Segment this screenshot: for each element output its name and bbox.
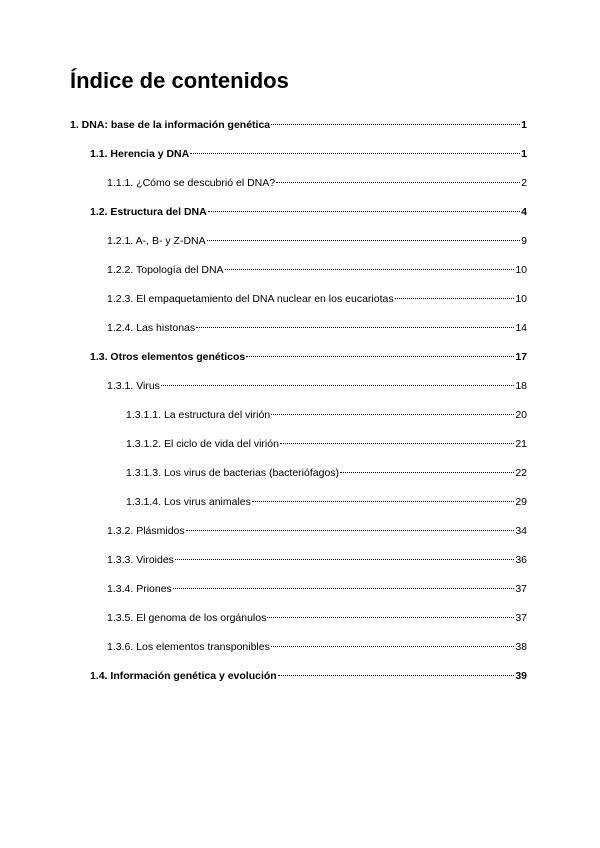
dot-leader	[271, 414, 514, 415]
dot-leader	[161, 385, 514, 386]
toc-entry-page-number: 4	[521, 206, 527, 218]
toc-entry-page-number: 17	[515, 351, 527, 363]
toc-entry[interactable]	[90, 669, 527, 683]
dot-leader	[246, 356, 514, 357]
toc-entry-label: 1.3.1.3. Los virus de bacterias (bacteriófagos)	[126, 467, 340, 479]
toc-entry[interactable]	[90, 147, 527, 161]
toc-entry[interactable]	[107, 524, 527, 538]
toc-entry-page-number: 1	[521, 148, 527, 160]
dot-leader	[190, 153, 520, 154]
dot-leader	[271, 124, 520, 125]
toc-entry-label: 1.2.3. El empaquetamiento del DNA nuclear en los eucariotas	[107, 293, 394, 305]
toc-entry-page-number: 36	[515, 554, 527, 566]
toc-entry-page-number: 21	[515, 438, 527, 450]
toc-entry-label: 1.1. Herencia y DNA	[90, 148, 190, 160]
toc-entry[interactable]	[107, 553, 527, 567]
dot-leader	[276, 182, 520, 183]
toc-entry-label: 1. DNA: base de la información genética	[70, 119, 271, 131]
page-title: Índice de contenidos	[70, 68, 289, 93]
toc-entry-label: 1.3.1.2. El ciclo de vida del virión	[126, 438, 279, 450]
toc-entry[interactable]	[126, 437, 527, 451]
dot-leader	[278, 675, 515, 676]
toc-entry[interactable]	[126, 495, 527, 509]
toc-entry-page-number: 18	[515, 380, 527, 392]
toc-entry[interactable]	[107, 640, 527, 654]
dot-leader	[196, 327, 514, 328]
toc-entry-label: 1.2.4. Las histonas	[107, 322, 196, 334]
toc-entry[interactable]	[107, 321, 527, 335]
toc-entry-page-number: 39	[515, 670, 527, 682]
dot-leader	[280, 443, 514, 444]
toc-entry-label: 1.3.1.1. La estructura del virión	[126, 409, 271, 421]
dot-leader	[207, 240, 521, 241]
toc-entry[interactable]	[90, 350, 527, 364]
dot-leader	[175, 559, 514, 560]
toc-entry[interactable]	[107, 234, 527, 248]
toc-entry-page-number: 37	[515, 612, 527, 624]
toc-entry-label: 1.2.1. A-, B- y Z-DNA	[107, 235, 206, 247]
dot-leader	[267, 617, 514, 618]
toc-entry-label: 1.2.2. Topología del DNA	[107, 264, 224, 276]
toc-entry-page-number: 22	[515, 467, 527, 479]
dot-leader	[225, 269, 515, 270]
toc-entry-page-number: 14	[515, 322, 527, 334]
toc-entry-page-number: 9	[521, 235, 527, 247]
toc-entry-page-number: 37	[515, 583, 527, 595]
toc-entry-page-number: 1	[521, 119, 527, 131]
toc-entry-page-number: 10	[515, 293, 527, 305]
toc-entry[interactable]	[107, 263, 527, 277]
toc-entry-page-number: 10	[515, 264, 527, 276]
toc-entry-label: 1.2. Estructura del DNA	[90, 206, 207, 218]
toc-entry-label: 1.3.1.4. Los virus animales	[126, 496, 251, 508]
dot-leader	[252, 501, 514, 502]
toc-entry-label: 1.3. Otros elementos genéticos	[90, 351, 246, 363]
toc-entry-page-number: 38	[515, 641, 527, 653]
toc-entry-label: 1.3.3. Viroides	[107, 554, 174, 566]
toc-entry-page-number: 2	[521, 177, 527, 189]
toc-entry[interactable]	[126, 466, 527, 480]
toc-entry[interactable]	[107, 611, 527, 625]
dot-leader	[208, 211, 520, 212]
toc-entry[interactable]	[107, 582, 527, 596]
toc-entry-label: 1.3.4. Priones	[107, 583, 172, 595]
toc-entry-label: 1.1.1. ¿Cómo se descubrió el DNA?	[107, 177, 276, 189]
dot-leader	[186, 530, 515, 531]
toc-entry-label: 1.3.1. Virus	[107, 380, 160, 392]
toc-entry[interactable]	[90, 205, 527, 219]
dot-leader	[173, 588, 515, 589]
toc-entry[interactable]	[107, 379, 527, 393]
toc-entry[interactable]	[126, 408, 527, 422]
toc-entry-label: 1.3.2. Plásmidos	[107, 525, 185, 537]
toc-entry[interactable]	[107, 176, 527, 190]
toc-entry-label: 1.4. Información genética y evolución	[90, 670, 277, 682]
dot-leader	[395, 298, 515, 299]
dot-leader	[271, 646, 514, 647]
toc-entry-page-number: 20	[515, 409, 527, 421]
dot-leader	[340, 472, 514, 473]
toc-entry[interactable]	[107, 292, 527, 306]
toc-entry-label: 1.3.6. Los elementos transponibles	[107, 641, 270, 653]
toc-entry-label: 1.3.5. El genoma de los orgánulos	[107, 612, 267, 624]
toc-entry-page-number: 29	[515, 496, 527, 508]
toc-entry[interactable]	[70, 118, 527, 132]
toc-entry-page-number: 34	[515, 525, 527, 537]
